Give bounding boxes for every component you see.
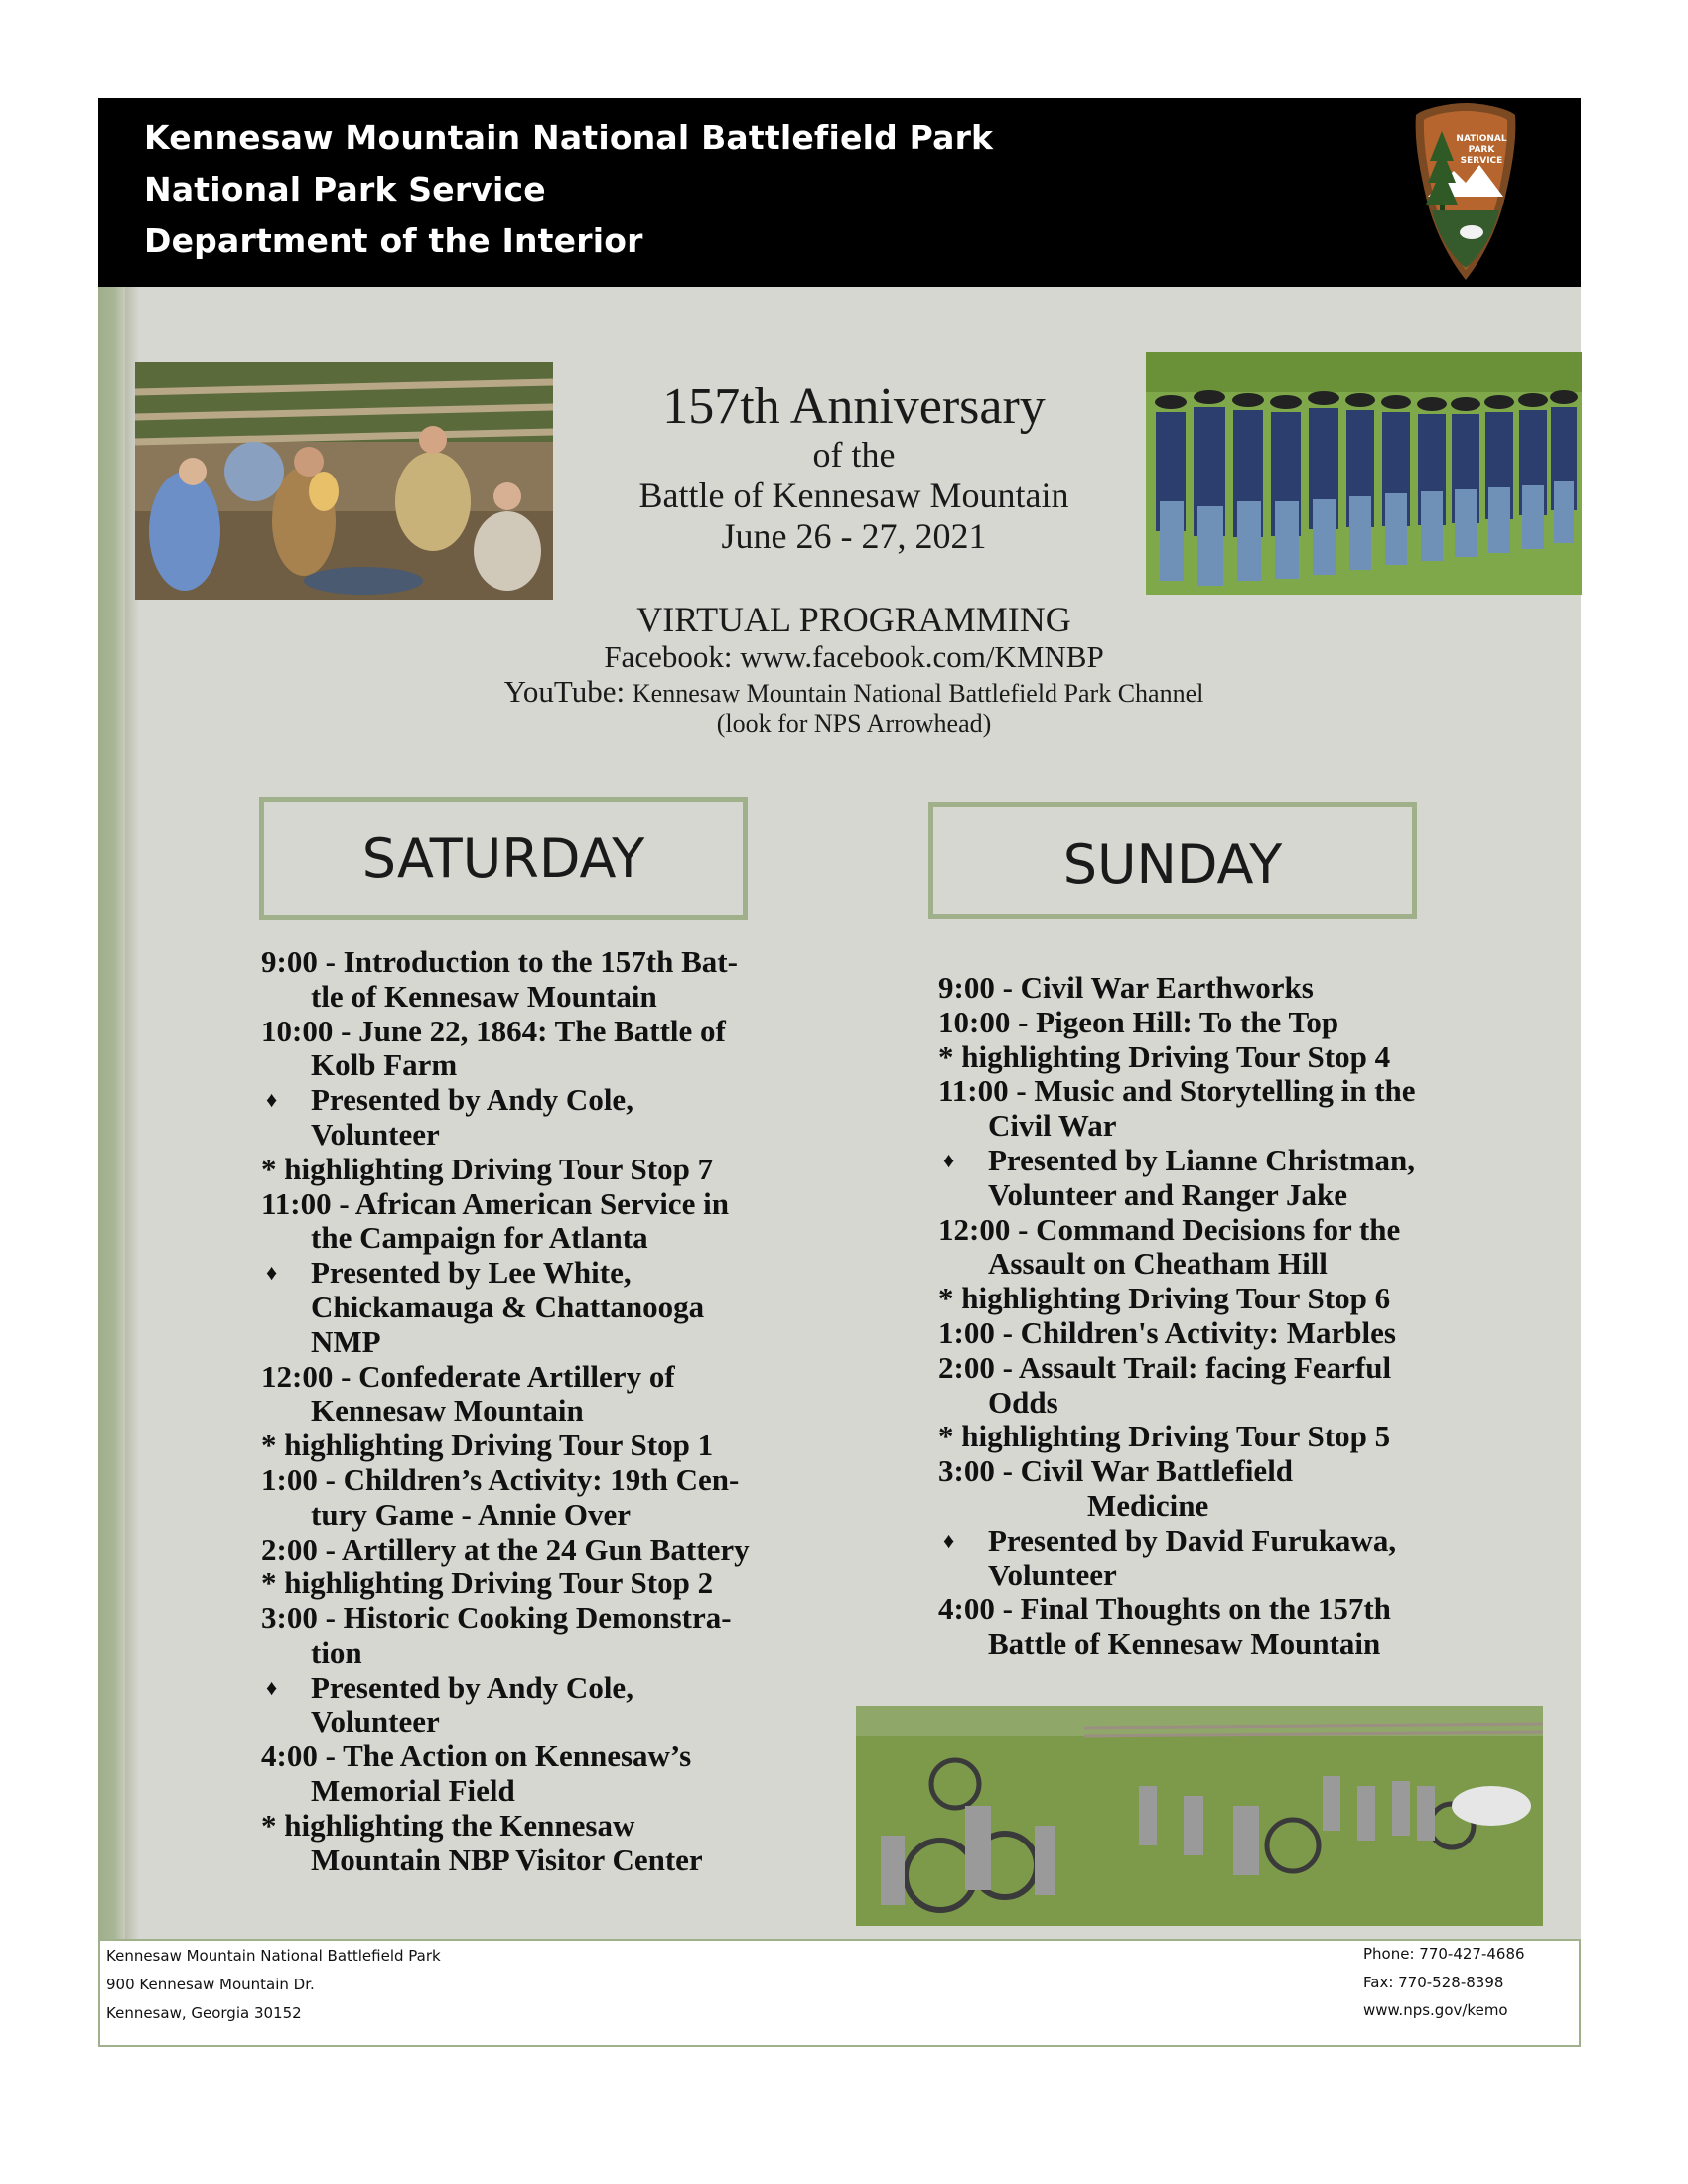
schedule-line [261, 1360, 797, 1395]
schedule-line [938, 1559, 1475, 1593]
schedule-line-text: tion [311, 1634, 362, 1670]
schedule-line-text: Mountain NBP Visitor Center [311, 1842, 703, 1877]
schedule-line-text: Presented by Lee White, [311, 1255, 632, 1291]
event-battle-name: Battle of Kennesaw Mountain [638, 476, 1069, 515]
schedule-line [261, 1325, 797, 1360]
schedule-line-text: 9:00 - Introduction to the 157th Bat- [261, 944, 738, 979]
schedule-line [261, 1706, 797, 1740]
schedule-line-text: 10:00 - Pigeon Hill: To the Top [938, 1004, 1339, 1039]
schedule-line [938, 1627, 1475, 1662]
schedule-line [938, 1144, 1475, 1178]
logo-text-park: PARK [1468, 145, 1495, 155]
schedule-line [261, 1221, 797, 1256]
schedule-line [938, 1074, 1475, 1109]
diamond-bullet-icon: ♦ [943, 1147, 955, 1172]
schedule-line [261, 1671, 797, 1706]
schedule-line-text: 10:00 - June 22, 1864: The Battle of [261, 1013, 726, 1048]
schedule-line [261, 1083, 797, 1118]
schedule-line-text: Civil War [988, 1108, 1117, 1144]
schedule-line [938, 1489, 1475, 1524]
schedule-line-text: 2:00 - Assault Trail: facing Fearful [938, 1349, 1392, 1385]
schedule-line [938, 1524, 1475, 1559]
schedule-line [261, 1187, 797, 1222]
youtube-channel-link[interactable]: Kennesaw Mountain National Battlefield Park Channel [632, 679, 1204, 708]
schedule-line [938, 1386, 1475, 1421]
schedule-line [938, 1178, 1475, 1213]
schedule-line-text: tle of Kennesaw Mountain [311, 978, 657, 1014]
schedule-line [261, 945, 797, 980]
schedule-line-text: 4:00 - Final Thoughts on the 157th [938, 1591, 1391, 1627]
facebook-link[interactable]: Facebook: www.facebook.com/KMNBP [604, 639, 1104, 674]
schedule-line-text: Volunteer [311, 1116, 440, 1152]
schedule-line-text: 1:00 - Children's Activity: Marbles [938, 1314, 1396, 1350]
schedule-line [938, 1040, 1475, 1075]
schedule-line [261, 1015, 797, 1049]
schedule-line-text: Volunteer [988, 1557, 1117, 1592]
footer-street: 900 Kennesaw Mountain Dr. [106, 1976, 315, 1993]
sunday-schedule [938, 971, 1475, 1662]
schedule-line [261, 1498, 797, 1533]
saturday-schedule [261, 945, 797, 1878]
schedule-line [938, 1247, 1475, 1282]
header-banner [98, 98, 1581, 287]
schedule-line-text: Memorial Field [311, 1773, 515, 1809]
photo-union-soldiers [1146, 352, 1582, 595]
schedule-line-text: 3:00 - Civil War Battlefield [938, 1453, 1294, 1489]
schedule-line-text: * highlighting the Kennesaw [261, 1807, 635, 1843]
footer-park-name: Kennesaw Mountain National Battlefield Park [106, 1947, 441, 1965]
schedule-line [261, 1567, 797, 1601]
photo-camp-scene [135, 362, 553, 600]
schedule-line-text: the Campaign for Atlanta [311, 1220, 648, 1256]
saturday-heading: SATURDAY [259, 797, 748, 920]
schedule-line [261, 1533, 797, 1568]
schedule-line [261, 1601, 797, 1636]
panel-left-edge [98, 287, 125, 1939]
nps-arrowhead-icon [1414, 101, 1517, 282]
schedule-line-text: Odds [988, 1384, 1058, 1420]
schedule-line [261, 1809, 797, 1843]
schedule-line-text: Volunteer and Ranger Jake [988, 1176, 1347, 1212]
schedule-line [938, 1006, 1475, 1040]
virtual-programming-heading: VIRTUAL PROGRAMMING [636, 600, 1071, 639]
event-dates: June 26 - 27, 2021 [721, 516, 987, 556]
schedule-line [261, 1048, 797, 1083]
schedule-line-text: 11:00 - Music and Storytelling in the [938, 1073, 1416, 1109]
footer-city: Kennesaw, Georgia 30152 [106, 2004, 302, 2022]
schedule-line [261, 1153, 797, 1187]
schedule-line-text: 12:00 - Command Decisions for the [938, 1211, 1401, 1247]
schedule-line-text: Volunteer [311, 1704, 440, 1739]
header-park-name: Kennesaw Mountain National Battlefield Park [144, 118, 994, 157]
youtube-line [417, 674, 1291, 710]
header-department: Department of the Interior [144, 221, 643, 260]
schedule-line-text: NMP [311, 1323, 381, 1359]
event-of-the: of the [812, 435, 896, 475]
schedule-line [261, 1291, 797, 1325]
logo-text-national: NATIONAL [1456, 134, 1507, 144]
schedule-line-text: 12:00 - Confederate Artillery of [261, 1358, 675, 1394]
sunday-heading: SUNDAY [928, 802, 1417, 919]
schedule-line-text: Presented by David Furukawa, [988, 1522, 1397, 1558]
schedule-line [261, 1429, 797, 1463]
schedule-line-text: Presented by Lianne Christman, [988, 1142, 1416, 1177]
schedule-line-text: Assault on Cheatham Hill [988, 1246, 1328, 1282]
schedule-line [261, 1636, 797, 1671]
schedule-line-text: Battle of Kennesaw Mountain [988, 1626, 1381, 1662]
schedule-line [938, 1213, 1475, 1248]
schedule-line [261, 1394, 797, 1429]
schedule-line-text: * highlighting Driving Tour Stop 1 [261, 1428, 714, 1463]
schedule-line [261, 1463, 797, 1498]
event-title: 157th Anniversary [662, 378, 1046, 435]
schedule-line-text: Presented by Andy Cole, [311, 1669, 633, 1705]
schedule-line [261, 1739, 797, 1774]
footer-phone: Phone: 770-427-4686 [1363, 1945, 1525, 1963]
footer-website[interactable]: www.nps.gov/kemo [1363, 2001, 1508, 2019]
diamond-bullet-icon: ♦ [943, 1527, 955, 1553]
schedule-line-text: Chickamauga & Chattanooga [311, 1289, 705, 1324]
schedule-line [938, 1109, 1475, 1144]
header-agency: National Park Service [144, 170, 546, 208]
logo-text-service: SERVICE [1460, 156, 1503, 166]
schedule-line [261, 980, 797, 1015]
schedule-line-text: Presented by Andy Cole, [311, 1082, 633, 1118]
photo-artillery-demonstration [856, 1706, 1543, 1926]
diamond-bullet-icon: ♦ [266, 1674, 278, 1700]
schedule-line [261, 1774, 797, 1809]
schedule-line-text: 9:00 - Civil War Earthworks [938, 970, 1314, 1005]
footer-fax: Fax: 770-528-8398 [1363, 1974, 1504, 1991]
schedule-line [261, 1843, 797, 1878]
schedule-line-text: Kolb Farm [311, 1047, 458, 1083]
youtube-label: YouTube: [503, 674, 626, 709]
schedule-line [938, 971, 1475, 1006]
schedule-line-text: 11:00 - African American Service in [261, 1185, 729, 1221]
schedule-line [938, 1282, 1475, 1316]
schedule-line [938, 1420, 1475, 1454]
schedule-line [938, 1592, 1475, 1627]
schedule-line-text: Medicine [1087, 1487, 1209, 1523]
schedule-line-text: 1:00 - Children’s Activity: 19th Cen- [261, 1461, 740, 1497]
schedule-line [261, 1256, 797, 1291]
schedule-line [261, 1118, 797, 1153]
schedule-line-text: 2:00 - Artillery at the 24 Gun Battery [261, 1531, 750, 1567]
schedule-line-text: Kennesaw Mountain [311, 1393, 584, 1429]
schedule-line [938, 1454, 1475, 1489]
schedule-line-text: * highlighting Driving Tour Stop 5 [938, 1419, 1391, 1454]
schedule-line [938, 1316, 1475, 1351]
schedule-line [938, 1351, 1475, 1386]
schedule-line-text: * highlighting Driving Tour Stop 2 [261, 1566, 714, 1601]
diamond-bullet-icon: ♦ [266, 1087, 278, 1113]
schedule-line-text: * highlighting Driving Tour Stop 6 [938, 1281, 1391, 1316]
schedule-line-text: 4:00 - The Action on Kennesaw’s [261, 1738, 692, 1774]
footer-contact [98, 1939, 1581, 2047]
schedule-line-text: 3:00 - Historic Cooking Demonstra- [261, 1600, 732, 1636]
schedule-line-text: * highlighting Driving Tour Stop 4 [938, 1038, 1391, 1074]
schedule-line-text: tury Game - Annie Over [311, 1496, 632, 1532]
youtube-note: (look for NPS Arrowhead) [716, 709, 992, 738]
diamond-bullet-icon: ♦ [266, 1260, 278, 1286]
schedule-line-text: * highlighting Driving Tour Stop 7 [261, 1151, 714, 1186]
